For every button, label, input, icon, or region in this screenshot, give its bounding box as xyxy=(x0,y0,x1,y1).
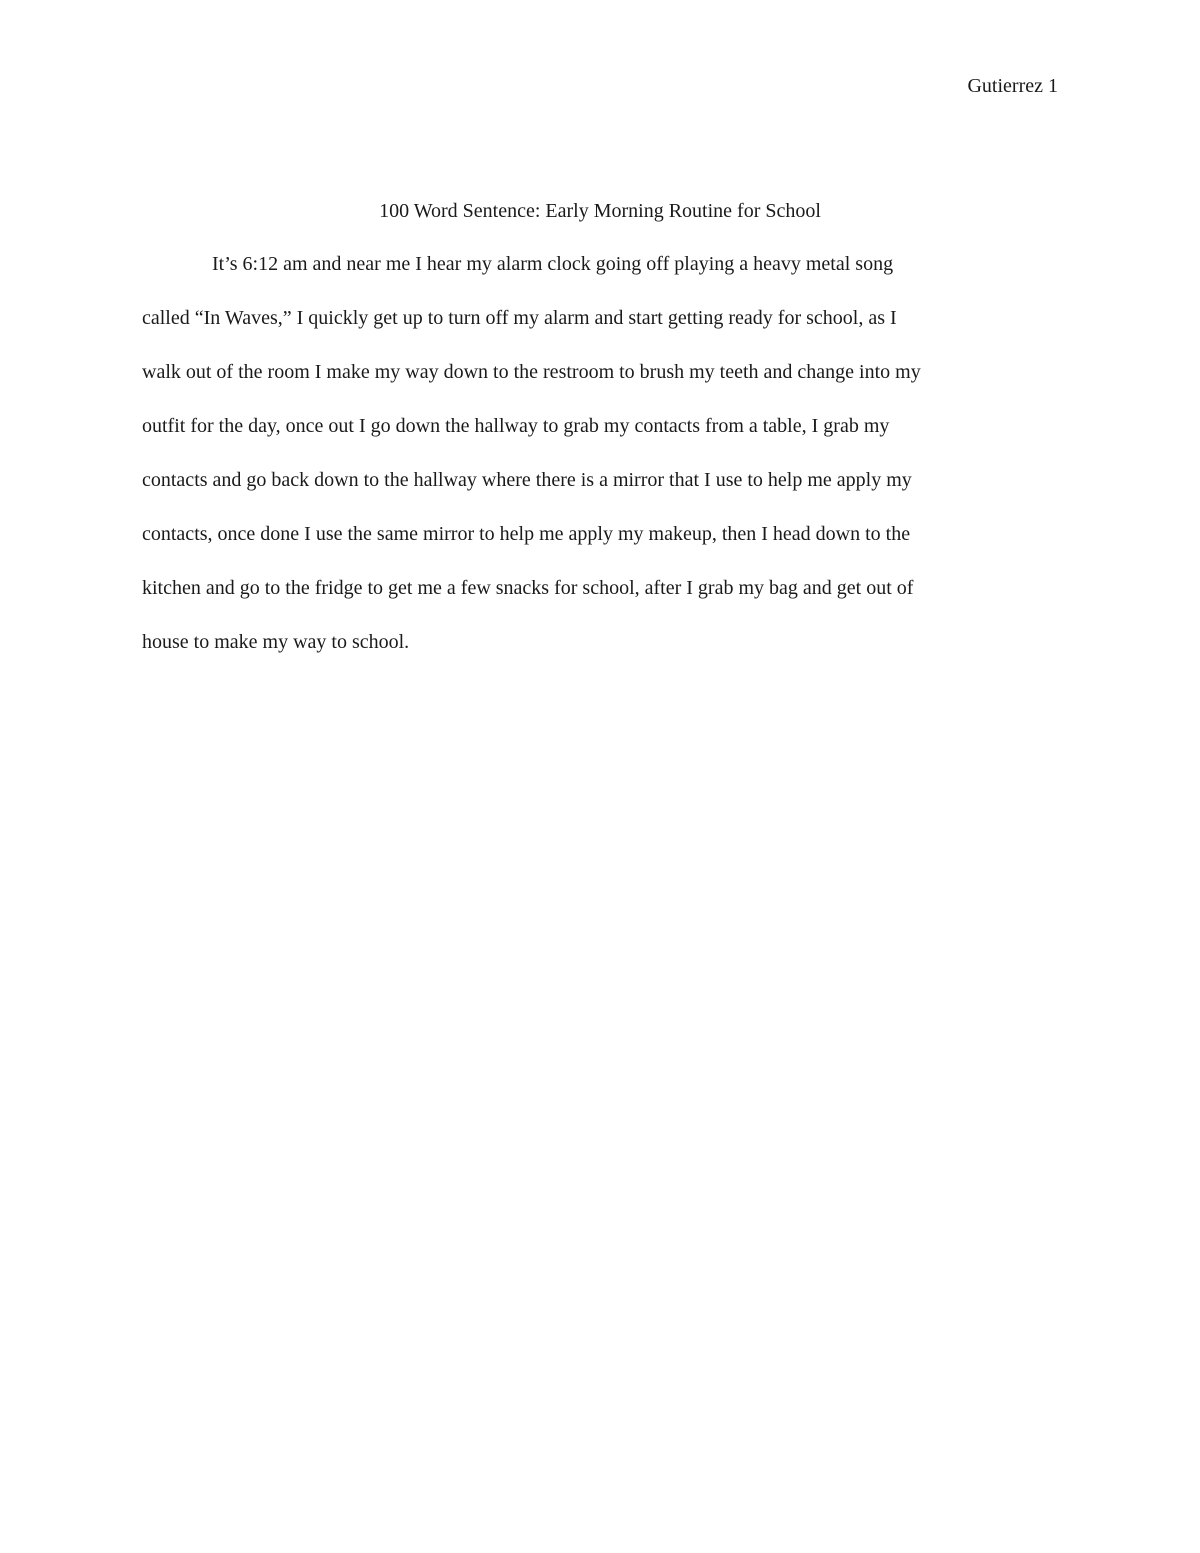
paragraph-line: walk out of the room I make my way down to the restroom to brush my teeth and change into my xyxy=(142,361,921,383)
paragraph-line: It’s 6:12 am and near me I hear my alarm clock going off playing a heavy metal song xyxy=(212,253,894,275)
paragraph-line: house to make my way to school. xyxy=(142,631,410,653)
paragraph-line: contacts, once done I use the same mirror to help me apply my makeup, then I head down to the xyxy=(142,523,911,545)
paragraph-line: called “In Waves,” I quickly get up to turn off my alarm and start getting ready for school, as I xyxy=(142,307,897,329)
paragraph-line: kitchen and go to the fridge to get me a few snacks for school, after I grab my bag and get out of xyxy=(142,577,914,599)
paragraph-line: outfit for the day, once out I go down the hallway to grab my contacts from a table, I grab my xyxy=(142,415,890,437)
running-head: Gutierrez 1 xyxy=(967,75,1058,97)
body-paragraph xyxy=(142,250,1058,682)
page-title: 100 Word Sentence: Early Morning Routine for School xyxy=(379,200,821,222)
paragraph-line: contacts and go back down to the hallway where there is a mirror that I use to help me apply my xyxy=(142,469,912,491)
